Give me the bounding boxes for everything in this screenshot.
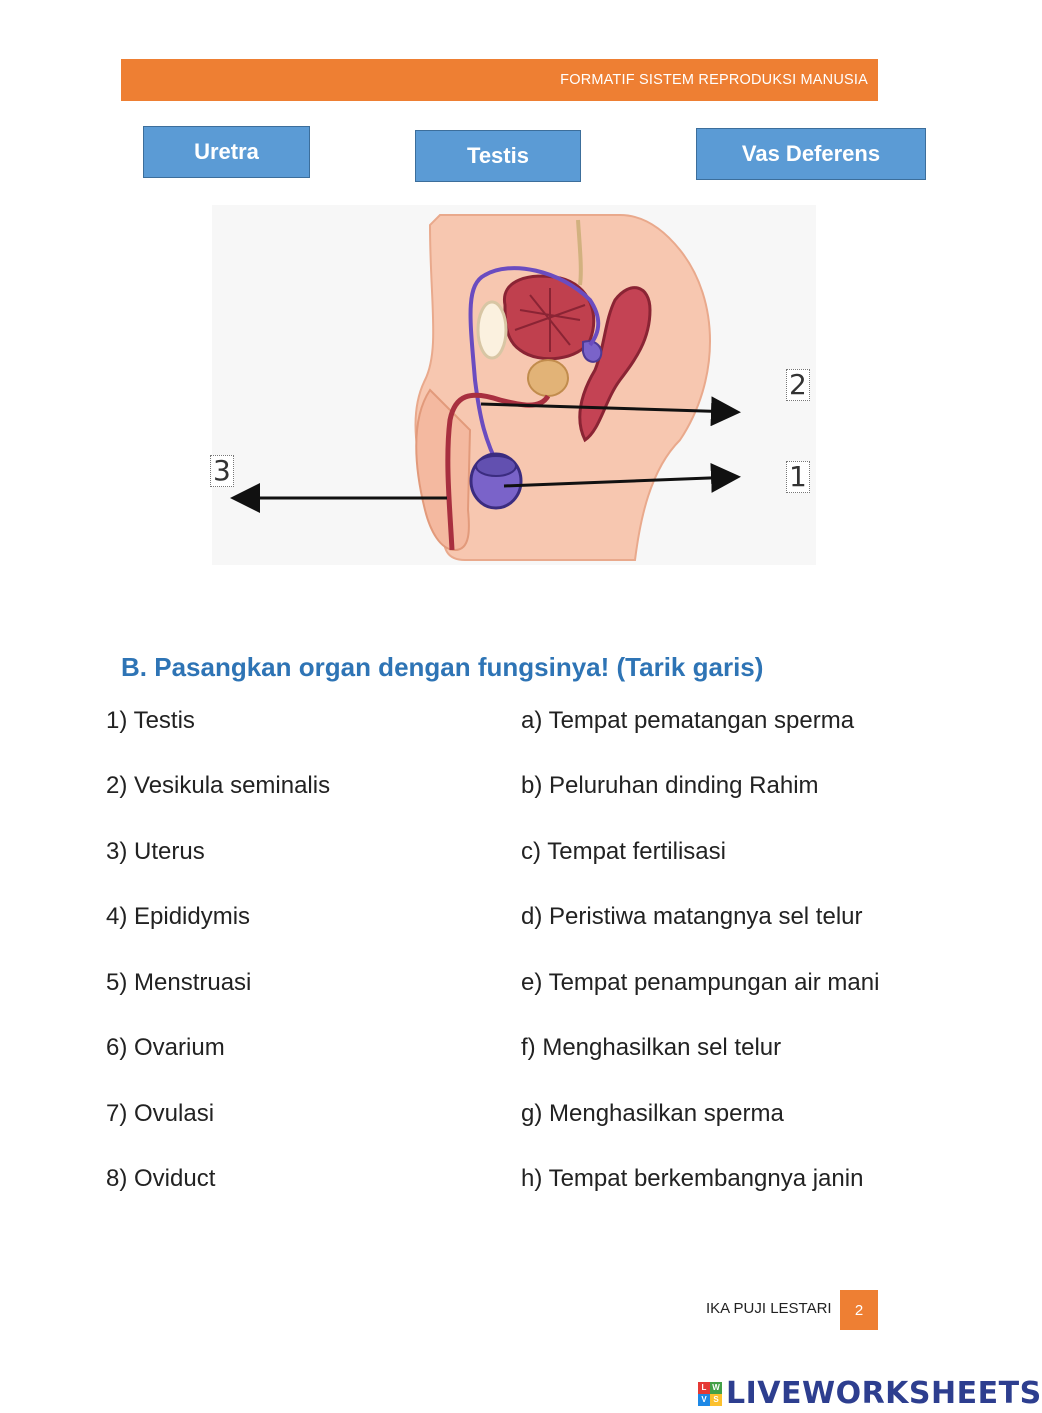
organ-item-7[interactable]: 7) Ovulasi [106,1100,215,1127]
function-item-a[interactable]: a) Tempat pematangan sperma [521,707,855,734]
organ-item-2[interactable]: 2) Vesikula seminalis [106,772,331,799]
pubic-bone [478,302,506,358]
answer-slot-1[interactable]: 1 [786,461,810,493]
icon-letter-l: L [698,1382,710,1394]
liveworksheets-icon [698,1382,722,1406]
function-item-h[interactable]: h) Tempat berkembangnya janin [521,1165,864,1192]
icon-letter-w: W [710,1382,722,1394]
liveworksheets-wordmark: LIVEWORKSHEETS [726,1376,1042,1411]
liveworksheets-logo [698,1376,1042,1411]
drag-option-uretra[interactable]: Uretra [143,126,310,178]
function-item-b[interactable]: b) Peluruhan dinding Rahim [521,772,819,799]
header-bar [121,59,878,101]
function-item-g[interactable]: g) Menghasilkan sperma [521,1100,784,1127]
page-number: 2 [840,1290,878,1330]
function-item-e[interactable]: e) Tempat penampungan air mani [521,969,880,996]
header-title: FORMATIF SISTEM REPRODUKSI MANUSIA [560,72,868,88]
prostate-shape [528,360,568,396]
answer-slot-2[interactable]: 2 [786,369,810,401]
organ-item-6[interactable]: 6) Ovarium [106,1034,225,1061]
function-item-d[interactable]: d) Peristiwa matangnya sel telur [521,903,863,930]
organ-item-5[interactable]: 5) Menstruasi [106,969,252,996]
icon-letter-v: V [698,1394,710,1406]
answer-slot-3[interactable]: 3 [210,455,234,487]
drag-option-testis[interactable]: Testis [415,130,581,182]
organ-item-1[interactable]: 1) Testis [106,707,195,734]
epididymis-shape [476,456,516,476]
organ-item-3[interactable]: 3) Uterus [106,838,205,865]
footer-author: IKA PUJI LESTARI [706,1300,832,1317]
organ-item-4[interactable]: 4) Epididymis [106,903,251,930]
drag-option-vas-deferens[interactable]: Vas Deferens [696,128,926,180]
icon-letter-s: S [710,1394,722,1406]
function-item-c[interactable]: c) Tempat fertilisasi [521,838,726,865]
function-item-f[interactable]: f) Menghasilkan sel telur [521,1034,782,1061]
section-b-title: B. Pasangkan organ dengan fungsinya! (Tarik garis) [121,652,764,682]
organ-item-8[interactable]: 8) Oviduct [106,1165,216,1192]
